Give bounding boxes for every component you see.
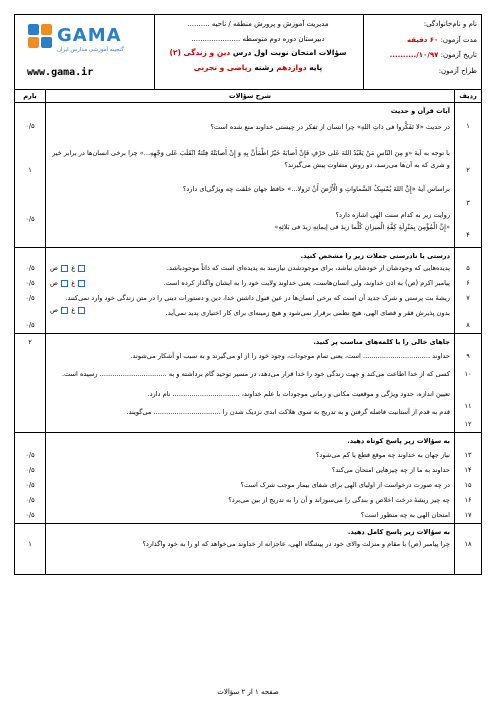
question-number: ۶: [466, 279, 470, 287]
header-line-4: پایه دوازدهم رشته ریاضی و تجربی: [193, 62, 323, 72]
question-number: ۳: [466, 199, 470, 207]
fill-question-10: کسی که از خدا اطاعت می‌کند و جهت زندگی خود را خدا قرار می‌دهد، در مسیر توحید گام برداشته و به ................................ رسیده است.: [61, 370, 450, 378]
false-checkbox[interactable]: [61, 280, 68, 287]
section-title: جاهای خالی را با کلمه‌های مناسب پر کنید.: [313, 338, 450, 346]
fill-question-12: قدم به قدم از آستانیت فاصله گرفتن و به تدریج به سوی هلاکت ابدی نزدیک شدن را ................................ می‌گویند.: [126, 408, 450, 416]
duration-value: ۶۰ دقیقه: [407, 35, 439, 44]
question-number: ۵: [466, 264, 470, 272]
question-number: ۹: [466, 352, 470, 360]
fill-question-11: تعیین اندازه، حدود ویژگی و موقعیت مکانی و زمانی موجودات با علم خداوند، ................................ نام دارد.: [147, 390, 450, 398]
question-number: ۱۵: [464, 481, 472, 489]
question-score: ۰/۵: [25, 466, 35, 474]
question-score: ۰/۵: [25, 294, 35, 302]
question-3-text: براساس آیهٔ «إِنَّ اللهَ یُمْسِکُ السَّماواتِ وَ الْأَرْضَ أَنْ تَزولا...» حافظ جهان خلقت چه ویژگی‌ای دارد؟: [182, 185, 450, 193]
question-text: بدون پذیرش فقر و قضای الهی، هیچ نظمی برقرار نمی‌شود و هیچ زمینه‌ای برای کار اختیاری پدید نمی‌آید.: [165, 309, 450, 317]
question-1-text: در حدیث «لا تَفَکَّروا فی ذاتِ اللهِ» چرا انسان از تفکر در چیستی خداوند منع شده است؟: [210, 123, 450, 131]
column-header-question: شرح سؤالات: [46, 90, 455, 103]
section-title: آیات قرآن و حدیث: [390, 107, 450, 115]
question-text: پیامبر اکرم (ص) به اذن خداوند، ولی انسان‌هاست، یعنی خداوند ولایت خود را به ایشان واگذار کرده است.: [163, 279, 450, 287]
section-full-answer: [15, 524, 482, 575]
question-text: پدیده‌هایی که وجودشان از خودشان نباشد، برای موجودشدن نیازمند به پدیده‌ای است که ذاتاً موجودباشد.: [166, 264, 450, 272]
section-true-false: [15, 248, 482, 334]
column-header-score: بارم: [15, 90, 46, 103]
short-question-14: حداوند به ما از چه چیزهایی امتحان می‌کند؟: [331, 466, 450, 474]
questions-table: [14, 89, 482, 575]
true-checkbox[interactable]: [78, 280, 85, 287]
question-2-text: با توجه به آیهٔ «وَ مِنَ النّاسِ مَنْ یَعْبُدُ اللهَ عَلی حَرْفٍ فَإِنْ أَصابَهُ خَیْرٌ اطْمَأَنَّ بِهِ وَ إِنْ أَصابَتْهُ فِتْنَةٌ انْقَلَبَ عَلی وَجْهِهِ...» چرا برخی انسان‌ها در برابر خیر و شری که به آن‌ها می‌رسد، دو روش متفاوت پیش می‌گیرند؟: [52, 149, 450, 169]
header-line-1: مدیریت آموزش و پرورش منطقه / ناحیه ..........: [187, 20, 329, 28]
section-title: به سؤالات زیر پاسخ کامل دهید.: [347, 528, 450, 536]
full-question-18: چرا پیامبر (ص) با مقام و منزلت والای خود در پیشگاه الهی، عاجزانه از خداوند می‌خواهد که او را به خود واگذارد؟: [142, 540, 450, 548]
duration-label: مدت آزمون:: [440, 35, 477, 44]
exam-header: [14, 14, 482, 89]
question-score: ۱: [28, 540, 32, 548]
question-score: ۰/۵: [25, 279, 35, 287]
header-line-3: سؤالات امتحان نوبت اول درس دین و زندگی (۲): [169, 48, 347, 57]
tf-choices: غ ص: [50, 304, 86, 316]
header-line-2: دبیرستان دوره دوم متوسطه ......................: [191, 34, 325, 43]
section-quran-hadith: [15, 103, 482, 248]
question-score: ۰/۵: [25, 321, 35, 329]
question-score: ۰/۵: [25, 481, 35, 489]
section-fill-blanks: [15, 334, 482, 433]
short-question-13: نیاز جهان به خداوند چه موقع قطع یا کم می‌شود؟: [315, 451, 450, 459]
field-name: ریاضی و تجربی: [193, 62, 252, 72]
tf-question-5: [50, 262, 450, 274]
gama-website-link[interactable]: www.gama.ir: [27, 67, 94, 78]
header-mid-info: [153, 15, 363, 89]
short-question-17: امتحان الهی به چه منظور است؟: [360, 511, 450, 519]
question-4-hadith: «إِنَّ الْمُؤْمِنَ بِمَنْزِلَةِ کِفَّةِ الْمیزانِ کُلَّما زیدَ فی إیمانِهِ زیدَ فی بَلائِهِ»: [274, 223, 450, 231]
section-score: ۲: [28, 338, 32, 346]
page-footer: صفحه ۱ از ۲ سؤالات: [217, 688, 279, 696]
question-number: ۸: [466, 321, 470, 329]
question-number: ۱۲: [464, 420, 472, 428]
question-score: ۱: [28, 165, 32, 174]
name-label: نام و نام‌خانوادگی:: [423, 20, 477, 28]
exam-page: [14, 14, 482, 575]
tf-question-8: [50, 307, 450, 319]
question-number: ۱۴: [464, 466, 472, 474]
question-number: ۱۰: [464, 370, 472, 378]
subject-name: دین و زندگی (۲): [169, 48, 231, 57]
question-number: ۲: [466, 165, 470, 174]
section-title: درستی یا نادرستی جملات زیر را مشخص کنید.: [300, 252, 450, 260]
question-score: ۰/۵: [25, 264, 35, 272]
short-question-16: چه چیز ریشهٔ درخت اخلاص و بندگی را می‌سوزاند و آن را به تدریج از بین می‌برد؟: [228, 496, 450, 504]
question-score: ۰/۵: [25, 122, 35, 130]
header-logo-area: [15, 15, 155, 89]
fill-question-9: حداوند ................................ است، یعنی تمام موجودات، وجود خود را از او می‌گیرند و به سبب او آشکار می‌شوند.: [130, 352, 450, 360]
question-number: ۱۶: [464, 496, 472, 504]
question-number: ۱۱: [464, 402, 472, 410]
question-number: ۱: [466, 122, 470, 130]
tf-choices: غ ص: [50, 262, 86, 274]
question-number: ۷: [466, 294, 470, 302]
true-checkbox[interactable]: [78, 265, 85, 272]
section-title: به سؤالات زیر پاسخ کوتاه دهید.: [347, 437, 450, 445]
question-number: ۱۳: [464, 451, 472, 459]
gama-logo: [27, 23, 145, 57]
tf-choices: غ ص: [50, 277, 86, 289]
gama-logo-word: GAMA: [57, 25, 122, 46]
question-number: ۱۸: [464, 540, 472, 548]
question-number: ۱۷: [464, 511, 472, 519]
section-short-answer: [15, 433, 482, 524]
grade-name: دوازدهم: [276, 62, 307, 72]
tf-question-6: [50, 277, 450, 289]
question-4-text: روایت زیر به کدام سنت الهی اشاره دارد؟: [335, 211, 450, 219]
question-number: ۴: [466, 230, 470, 239]
table-header-row: [15, 90, 482, 103]
column-header-number: ردیف: [455, 90, 482, 103]
short-question-15: در چه صورت درخواست از اولیای الهی برای شفای بیمار موجب شرک است؟: [240, 481, 450, 489]
question-score: ۰/۵: [25, 511, 35, 519]
date-label: تاریخ آزمون:: [440, 51, 477, 59]
false-checkbox[interactable]: [61, 265, 68, 272]
designer-label: طراح آزمون:: [438, 66, 477, 75]
question-score: ۰/۵: [25, 451, 35, 459]
date-value: ........../۱۰/۹۷: [389, 51, 439, 59]
gama-logo-tagline: گنجینه آموزشی مدارس ایران: [57, 47, 124, 53]
question-score: ۰/۵: [25, 496, 35, 504]
question-score: ۰/۵: [25, 215, 35, 223]
header-right-info: [363, 15, 481, 89]
gama-logo-mark-icon: [27, 23, 53, 49]
question-text: ریشهٔ بت پرستی و شرک جدید آن است که برخی انسان‌ها در عین قبول داشتن خدا، دین و دستورات دینی را در متن زندگی خود وارد نمی‌کنند.: [65, 294, 450, 302]
